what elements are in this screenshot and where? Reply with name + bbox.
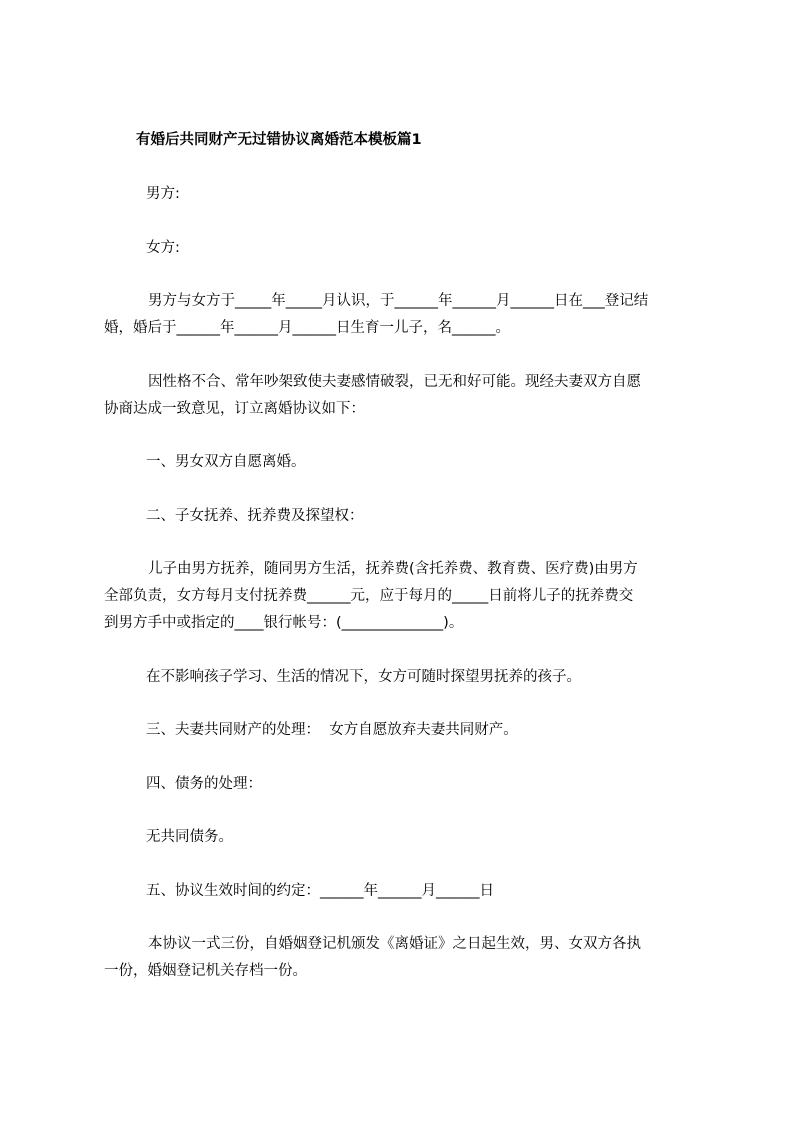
paragraph-4-line-1: 本协议一式三份，自婚姻登记机颁发《离婚证》之日起生效，男、女双方各执 — [148, 936, 641, 952]
paragraph-2-line-2: 协商达成一致意见，订立离婚协议如下： — [104, 401, 365, 417]
paragraph-4-line-2: 一份，婚姻登记机关存档一份。 — [104, 963, 307, 979]
clause-1: 一、男女双方自愿离婚。 — [146, 454, 306, 470]
clause-5: 五、协议生效时间的约定：______年______月______日 — [146, 883, 494, 899]
paragraph-1-line-1: 男方与女方于_____年_____月认识，于______年______月______日在___登记结 — [148, 293, 649, 309]
clause-2-heading: 二、子女抚养、抚养费及探望权： — [146, 508, 364, 524]
document-title: 有婚后共同财产无过错协议离婚范本模板篇1 — [136, 132, 422, 148]
paragraph-3-line-3: 到男方手中或指定的____银行帐号：(______________)。 — [104, 615, 464, 631]
clause-3: 三、夫妻共同财产的处理： 女方自愿放弃夫妻共同财产。 — [146, 722, 518, 738]
clause-4-heading: 四、债务的处理： — [146, 776, 262, 792]
no-debt-statement: 无共同债务。 — [146, 829, 233, 845]
male-party-label: 男方: — [146, 186, 180, 202]
paragraph-3-line-2: 全部负责，女方每月支付抚养费______元，应于每月的_____日前将儿子的抚养费交 — [104, 588, 634, 604]
paragraph-2-line-1: 因性格不合、常年吵架致使夫妻感情破裂，已无和好可能。现经夫妻双方自愿 — [148, 374, 641, 390]
visitation-paragraph: 在不影响孩子学习、生活的情况下，女方可随时探望男抚养的孩子。 — [146, 669, 581, 685]
female-party-label: 女方: — [146, 240, 180, 256]
paragraph-1-line-2: 婚，婚后于______年______月______日生育一儿子，名______。 — [104, 320, 510, 336]
paragraph-3-line-1: 儿子由男方抚养，随同男方生活，抚养费(含托养费、教育费、医疗费)由男方 — [148, 561, 638, 577]
